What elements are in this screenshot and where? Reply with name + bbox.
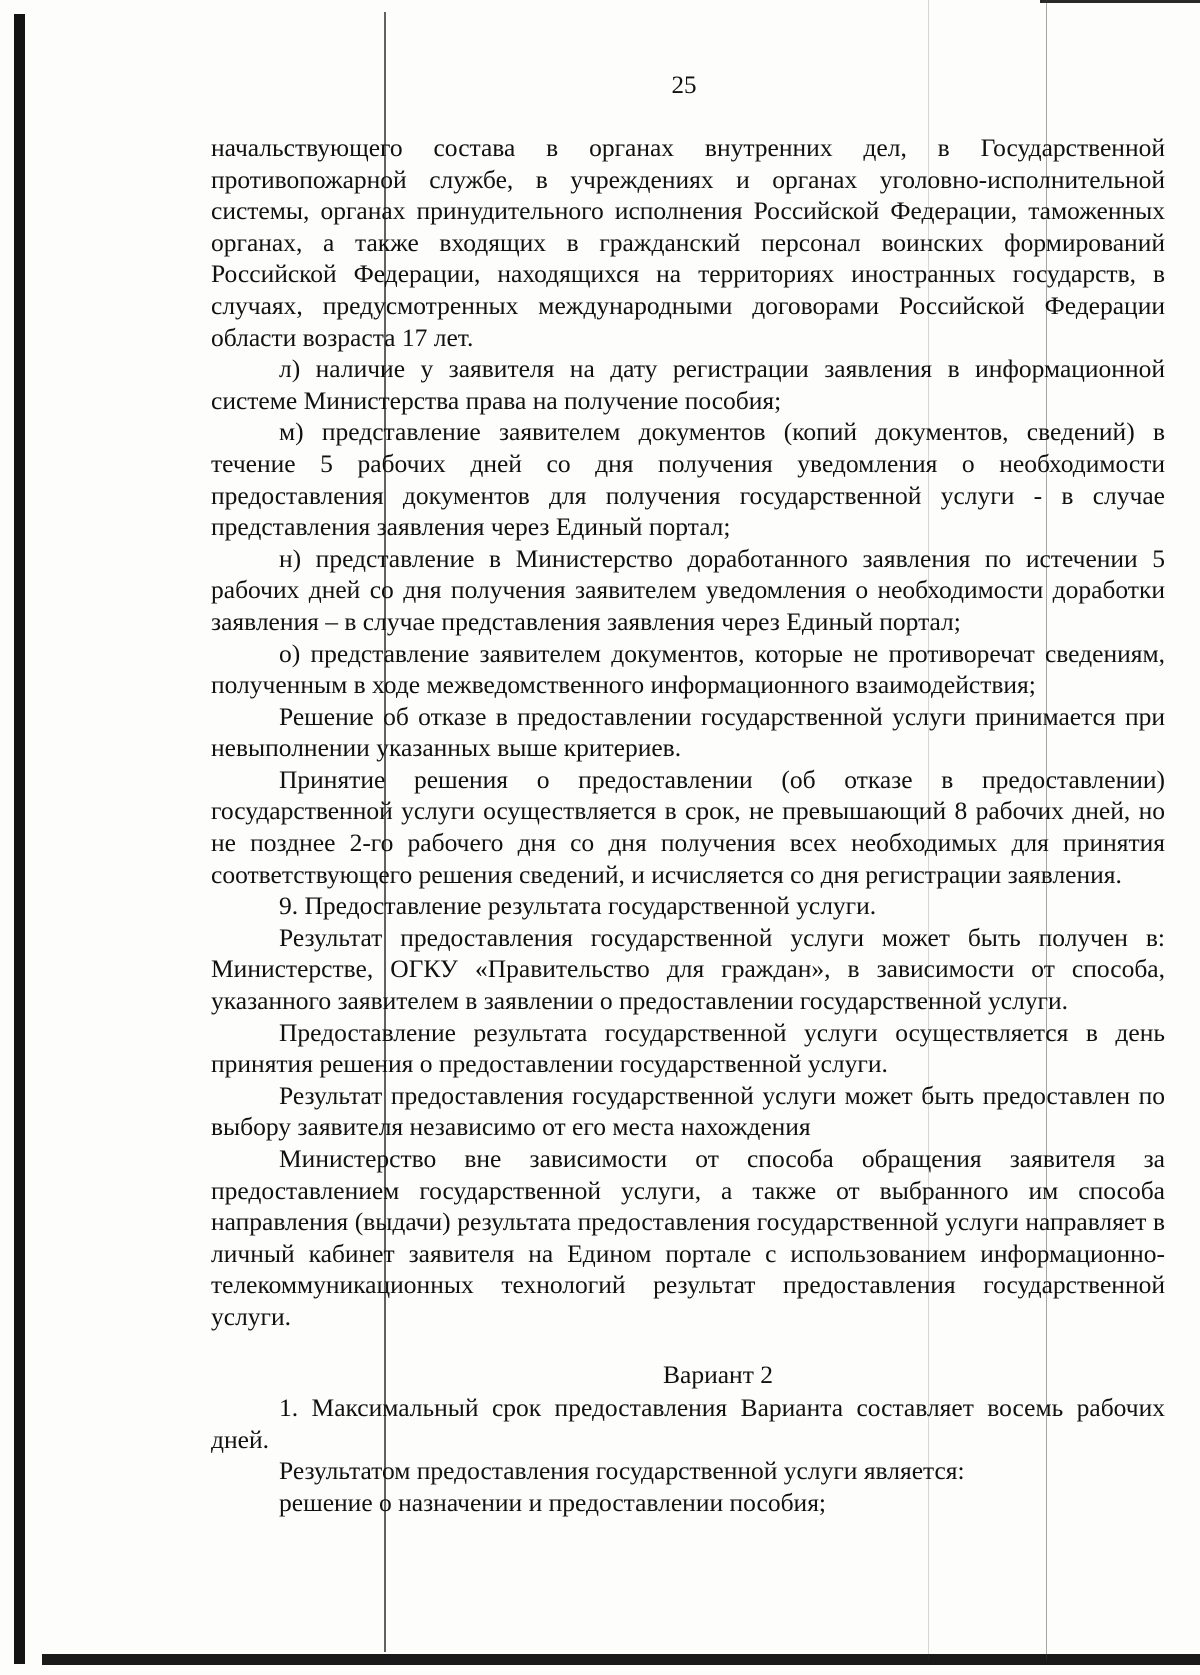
paragraph: н) представление в Министерство доработанного заявления по истечении 5 рабочих дней со дня получения заявителем уведомления о необходимости доработки заявления – в случае представления заявления через Единый портал; — [211, 543, 1165, 636]
paragraph: 1. Максимальный срок предоставления Варианта составляет восемь рабочих дней. — [211, 1393, 1165, 1454]
paragraph: Решение об отказе в предоставлении государственной услуги принимается при невыполнении указанных выше критериев. — [211, 701, 1165, 763]
paragraph: о) представление заявителем документов, которые не противоречат сведениям, полученным в ходе межведомственного информационного взаимодействия; — [211, 638, 1165, 700]
paragraph: м) представление заявителем документов (копий документов, сведений) в течение 5 рабочих дней со дня получения уведомления о необходимости предоставления документов для получения государственной услуги - в случае представления заявления через Единый портал; — [211, 417, 1165, 542]
paragraph: Принятие решения о предоставлении (об отказе в предоставлении) государственной услуги осуществляется в срок, не превышающий 8 рабочих дней, но не позднее 2-го рабочего дня со дня получения всех необходимых для принятия соответствующего решения сведений, и исчисляется со дня регистрации заявления. — [211, 764, 1165, 889]
document-body — [211, 132, 1165, 1519]
scan-border-left — [14, 14, 25, 1664]
page-number: 25 — [671, 72, 697, 99]
paragraph: Министерство вне зависимости от способа обращения заявителя за предоставлением государственной услуги, а также от выбранного им способа направления (выдачи) результата предоставления государственной услуги направляет в личный кабинет заявителя на Едином портале с использованием информационно-телекоммуникационных технологий результат предоставления государственной услуги. — [211, 1144, 1165, 1331]
section-heading: Вариант 2 — [663, 1359, 773, 1389]
paragraph: Результат предоставления государственной услуги может быть предоставлен по выбору заявителя независимо от его места нахождения — [211, 1080, 1165, 1142]
scan-border-bottom — [42, 1654, 1200, 1665]
paragraph: решение о назначении и предоставлении пособия; — [279, 1487, 827, 1517]
paragraph: л) наличие у заявителя на дату регистрации заявления в информационной системе Министерства права на получение пособия; — [211, 354, 1165, 415]
scan-border-top — [1040, 0, 1200, 3]
paragraph: Предоставление результата государственной услуги осуществляется в день принятия решения о предоставлении государственной услуги. — [211, 1017, 1165, 1079]
paragraph: Результатом предоставления государственной услуги является: — [279, 1456, 965, 1486]
paragraph: 9. Предоставление результата государственной услуги. — [279, 891, 877, 921]
paragraph: Результат предоставления государственной услуги может быть получен в: Министерстве, ОГКУ «Правительство для граждан», в зависимости от способа, указанного заявителем в заявлении о предоставлении государственной услуги. — [211, 922, 1165, 1016]
paragraph: начальствующего состава в органах внутренних дел, в Государственной противопожарной службе, в учреждениях и органах уголовно-исполнительной системы, органах принудительного исполнения Российской Федерации, таможенных органах, а также входящих в гражданский персонал воинских формирований Российской Федерации, находящихся на территориях иностранных государств, в случаях, предусмотренных международными договорами Российской Федерации области возраста 17 лет. — [211, 133, 1165, 352]
